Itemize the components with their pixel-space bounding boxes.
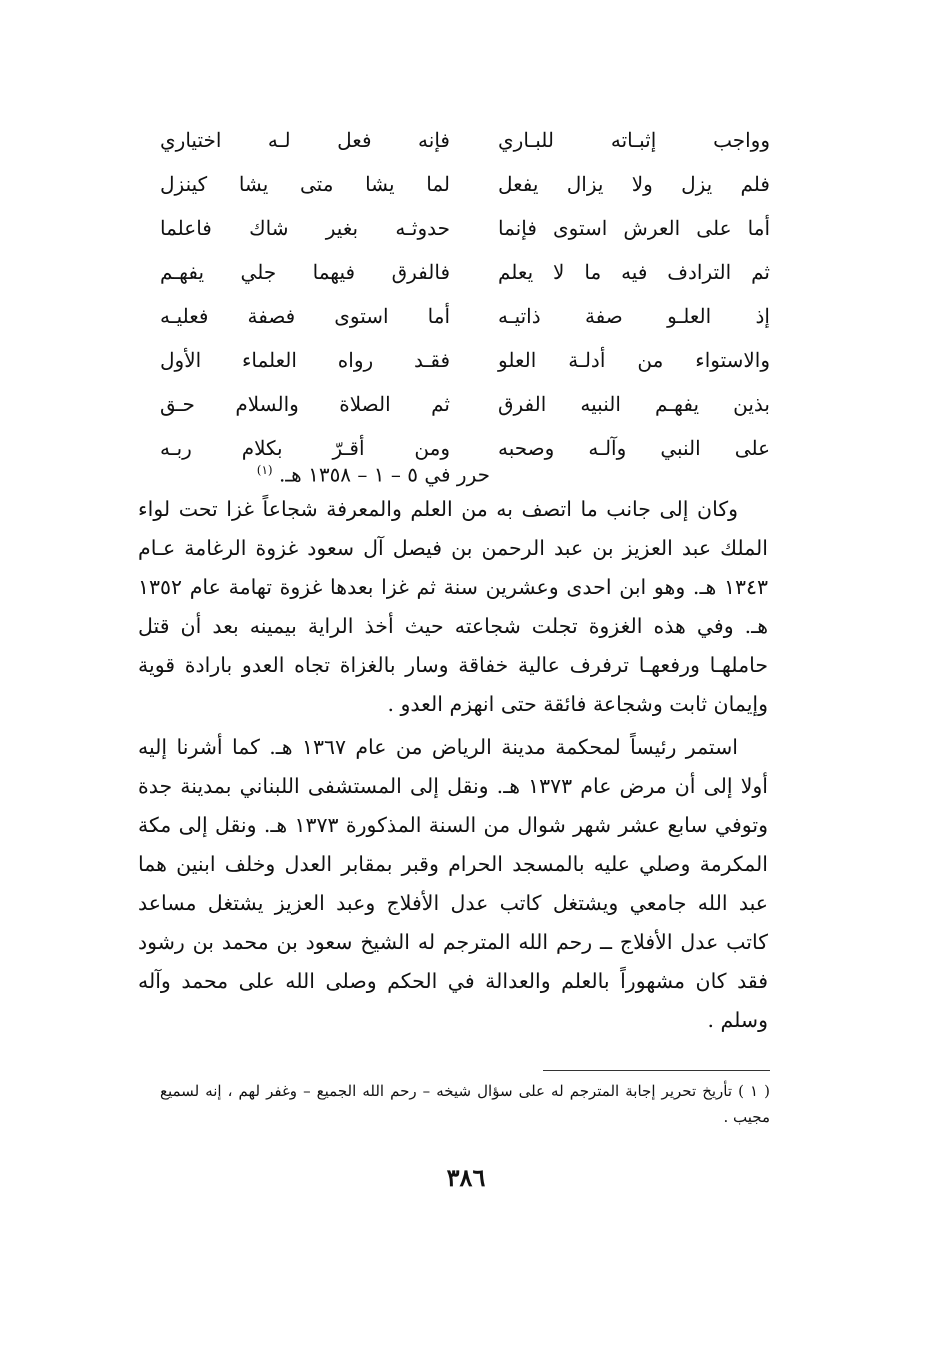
verse-first-half: والاستواء من أدلـة العلو — [498, 348, 770, 372]
poem-verse — [160, 118, 770, 162]
verse-first-half: أما على العرش استوى فإنما — [498, 216, 770, 240]
verse-first-half: وواجب إثبـاته للبـاري — [498, 128, 770, 152]
verse-second-half: لما يشا متى يشا كينزل — [160, 172, 450, 196]
verse-second-half: ومن أقـرّ بكلام ربـه — [160, 436, 450, 460]
paragraph: وكان إلى جانب ما اتصف به من العلم والمعرفة شجاعاً غزا تحت لواء الملك عبد العزيز بن عبد الرحمن بن فيصل آل سعود غزوة الرغامة عـام ١٣٤٣ هـ. وهو ابن احدى وعشرين سنة ثم غزا بعدها غزوة تهامة عام ١٣٥٢ هـ. وفي هذه الغزوة تجلت شجاعته حيث أخذ الراية بيمينه بعد أن قتل حاملهـا ورفعهـا ترفرف عالية خفاقة وسار بالغزاة تجاه العدو بارادة قوية وإيمان ثابت وشجاعة فائقة حتى انهزم العدو . — [138, 497, 768, 716]
poem-verse — [160, 382, 770, 426]
verse-second-half: فالفرق فيهما جلي يفهـم — [160, 260, 450, 284]
footnote-reference: (١) — [256, 463, 273, 477]
verse-second-half: أما استوى فصفة فعليـه — [160, 304, 450, 328]
poem-date-line — [190, 452, 490, 493]
poem-verse — [160, 338, 770, 382]
verse-second-half: ثم الصلاة والسلام حـق — [160, 392, 450, 416]
verse-first-half: إذ العلـو صفة ذاتيـه — [498, 304, 770, 328]
paragraph: استمر رئيساً لمحكمة مدينة الرياض من عام ١٣٦٧ هـ. كما أشرنا إليه أولا إلى أن مرض عام ١٣٧٣ هـ. ونقل إلى المستشفى اللبناني بمدينة جدة وتوفي سابع عشر شهر شوال من السنة المذكورة ١٣٧٣ هـ. ونقل إلى مكة المكرمة وصلي عليه بالمسجد الحرام وقبر بمقابر العدل وخلف ابنين هما عبد الله جامعي ويشتغل كاتب عدل الأفلاج وعبد العزيز يشتغل مساعد كاتب عدل الأفلاج ــ رحم الله المترجم له الشيخ سعود بن محمد بن رشود فقد كان مشهوراً بالعلم والعدالة في الحكم وصلى الله على محمد وآله وسلم . — [138, 735, 769, 1032]
verse-second-half: فإنه فعل لـه اختياري — [160, 128, 450, 152]
verse-second-half: فقـد رواه العلماء الأول — [160, 348, 450, 372]
verse-second-half: حدوثـه بغير شاك فاعلما — [160, 216, 450, 240]
verse-first-half: فلم يزل ولا يزال يفعل — [498, 172, 770, 196]
verse-first-half: ثم الترادف فيه ما لا يعلم — [498, 260, 770, 284]
page-number: ٣٨٦ — [446, 1163, 486, 1192]
verse-first-half: على النبي وآلـه وصحبه — [498, 436, 770, 460]
footnote-divider — [543, 1070, 770, 1071]
poem-verse — [160, 294, 770, 338]
poem-verse — [160, 162, 770, 206]
body-text — [138, 490, 768, 1040]
poem — [160, 118, 770, 470]
poem-verse — [160, 250, 770, 294]
verse-first-half: بذين يفهـم النبيه الفرق — [498, 392, 770, 416]
poem-date: حرر في ٥ – ١ – ١٣٥٨ هـ. — [278, 462, 490, 487]
footnote: ( ١ ) تأريخ تحرير إجابة المترجم له على سؤال شيخه – رحم الله الجميع – وغفر لهم ، إنه لسميع مجيب . — [160, 1082, 770, 1126]
poem-verse — [160, 206, 770, 250]
